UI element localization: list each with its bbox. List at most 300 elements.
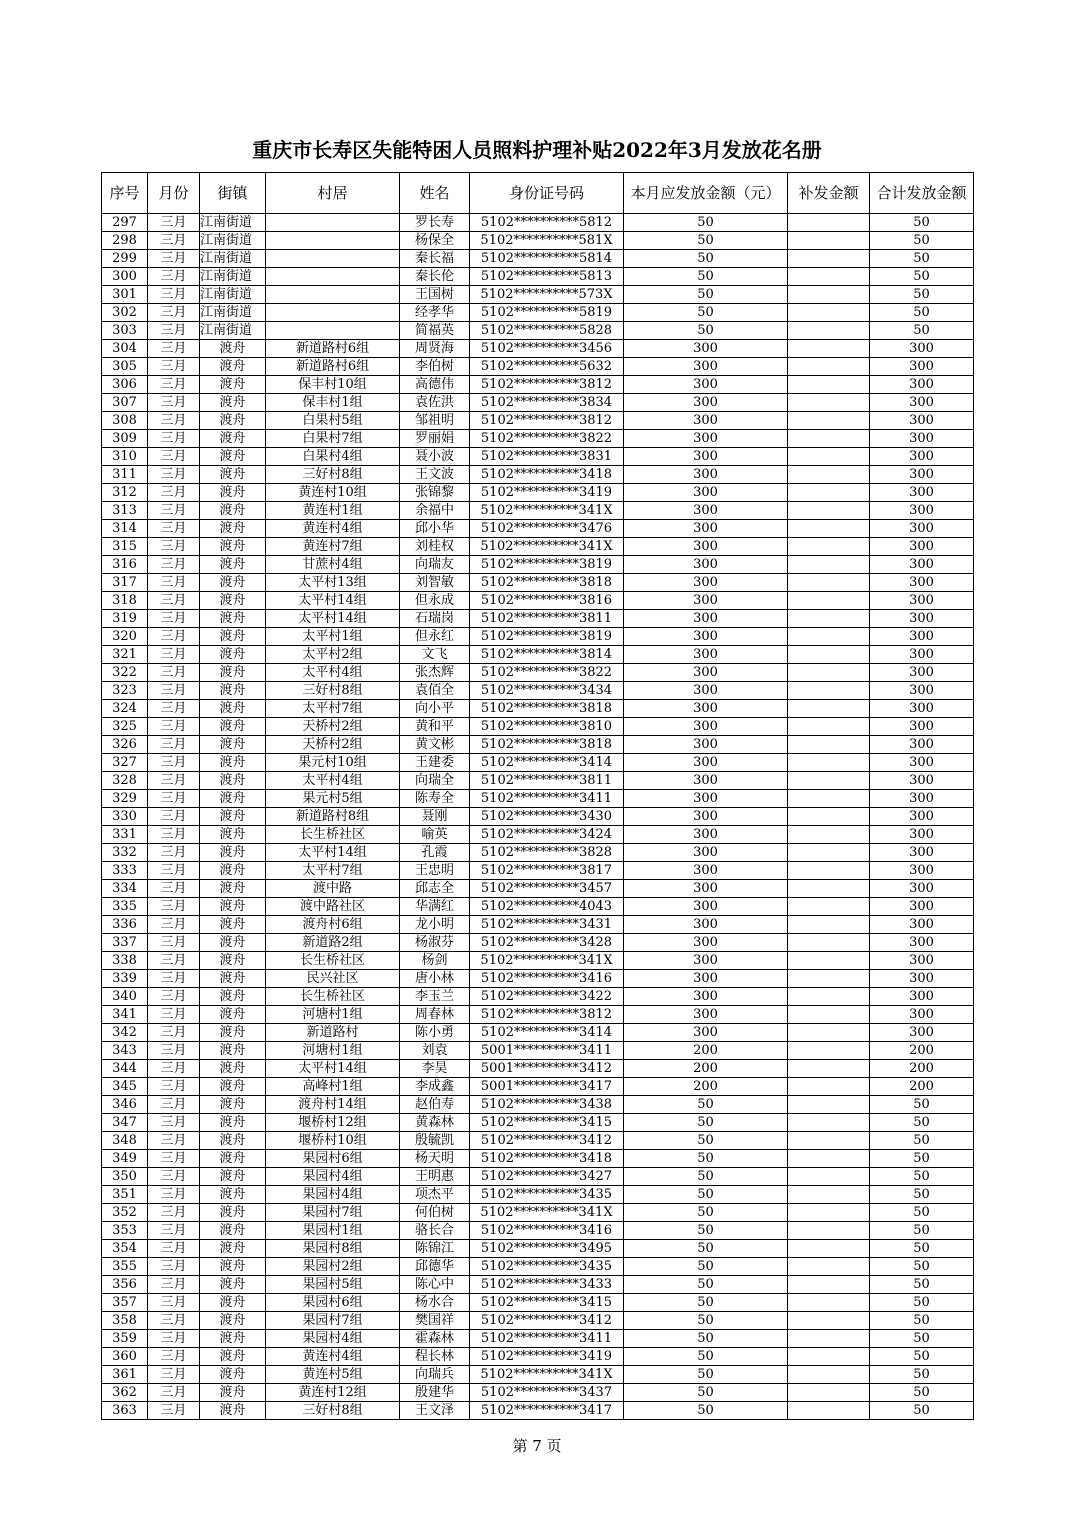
cell-month: 三月 (148, 1366, 200, 1384)
cell-total-amount: 300 (870, 700, 974, 718)
table-row (102, 1384, 974, 1402)
cell-index: 297 (102, 214, 148, 232)
cell-street: 渡舟 (200, 538, 266, 556)
table-row (102, 394, 974, 412)
cell-monthly-amount: 50 (624, 1096, 788, 1114)
cell-index: 340 (102, 988, 148, 1006)
cell-index: 353 (102, 1222, 148, 1240)
cell-id-number: 5102**********3430 (470, 808, 624, 826)
cell-name: 杨水合 (400, 1294, 470, 1312)
cell-supplement-amount (788, 502, 870, 520)
cell-month: 三月 (148, 556, 200, 574)
cell-monthly-amount: 50 (624, 232, 788, 250)
cell-name: 但永红 (400, 628, 470, 646)
cell-id-number: 5102**********5819 (470, 304, 624, 322)
cell-index: 335 (102, 898, 148, 916)
cell-village: 太平村2组 (266, 646, 400, 664)
cell-index: 305 (102, 358, 148, 376)
cell-id-number: 5102**********581X (470, 232, 624, 250)
cell-index: 324 (102, 700, 148, 718)
cell-month: 三月 (148, 502, 200, 520)
cell-total-amount: 300 (870, 484, 974, 502)
cell-id-number: 5102**********3428 (470, 934, 624, 952)
cell-month: 三月 (148, 628, 200, 646)
table-row (102, 1240, 974, 1258)
table-row (102, 1402, 974, 1420)
cell-village: 果园村5组 (266, 1276, 400, 1294)
cell-street: 渡舟 (200, 1132, 266, 1150)
table-row (102, 1150, 974, 1168)
cell-total-amount: 300 (870, 592, 974, 610)
cell-id-number: 5102**********3424 (470, 826, 624, 844)
cell-village: 渡中路社区 (266, 898, 400, 916)
cell-name: 余福中 (400, 502, 470, 520)
cell-monthly-amount: 50 (624, 250, 788, 268)
table-row (102, 1114, 974, 1132)
table-row (102, 988, 974, 1006)
cell-village: 新道路村6组 (266, 340, 400, 358)
header-supplement-amount: 补发金额 (788, 173, 870, 214)
cell-supplement-amount (788, 1006, 870, 1024)
cell-monthly-amount: 300 (624, 1024, 788, 1042)
cell-id-number: 5102**********3433 (470, 1276, 624, 1294)
table-row (102, 880, 974, 898)
cell-monthly-amount: 300 (624, 988, 788, 1006)
cell-id-number: 5102**********3812 (470, 1006, 624, 1024)
cell-monthly-amount: 50 (624, 1402, 788, 1420)
cell-supplement-amount (788, 646, 870, 664)
cell-village: 太平村14组 (266, 1060, 400, 1078)
cell-street: 渡舟 (200, 862, 266, 880)
cell-village: 黄连村4组 (266, 520, 400, 538)
cell-monthly-amount: 200 (624, 1042, 788, 1060)
cell-village (266, 232, 400, 250)
cell-supplement-amount (788, 556, 870, 574)
cell-monthly-amount: 200 (624, 1060, 788, 1078)
cell-id-number: 5102**********5814 (470, 250, 624, 268)
cell-month: 三月 (148, 700, 200, 718)
cell-id-number: 5102**********3819 (470, 628, 624, 646)
cell-supplement-amount (788, 1096, 870, 1114)
cell-village: 新道路村 (266, 1024, 400, 1042)
cell-id-number: 5102**********3810 (470, 718, 624, 736)
cell-street: 渡舟 (200, 952, 266, 970)
cell-monthly-amount: 300 (624, 1006, 788, 1024)
header-monthly-amount: 本月应发放金额（元） (624, 173, 788, 214)
cell-supplement-amount (788, 718, 870, 736)
cell-id-number: 5102**********3412 (470, 1132, 624, 1150)
cell-id-number: 5102**********341X (470, 1204, 624, 1222)
cell-monthly-amount: 300 (624, 664, 788, 682)
cell-id-number: 5102**********3456 (470, 340, 624, 358)
cell-total-amount: 50 (870, 1294, 974, 1312)
cell-village: 果园村8组 (266, 1240, 400, 1258)
cell-supplement-amount (788, 520, 870, 538)
cell-total-amount: 300 (870, 358, 974, 376)
cell-month: 三月 (148, 448, 200, 466)
cell-village (266, 286, 400, 304)
cell-name: 秦长伦 (400, 268, 470, 286)
cell-month: 三月 (148, 1168, 200, 1186)
header-village: 村居 (266, 173, 400, 214)
cell-month: 三月 (148, 1132, 200, 1150)
cell-supplement-amount (788, 1366, 870, 1384)
cell-street: 渡舟 (200, 1006, 266, 1024)
cell-supplement-amount (788, 1402, 870, 1420)
cell-index: 363 (102, 1402, 148, 1420)
table-row (102, 916, 974, 934)
cell-index: 314 (102, 520, 148, 538)
cell-supplement-amount (788, 934, 870, 952)
cell-monthly-amount: 50 (624, 1204, 788, 1222)
cell-street: 渡舟 (200, 1024, 266, 1042)
cell-street: 渡舟 (200, 448, 266, 466)
cell-street: 渡舟 (200, 1258, 266, 1276)
cell-total-amount: 300 (870, 880, 974, 898)
cell-street: 渡舟 (200, 1078, 266, 1096)
cell-index: 313 (102, 502, 148, 520)
cell-id-number: 5102**********3414 (470, 754, 624, 772)
cell-supplement-amount (788, 790, 870, 808)
cell-street: 渡舟 (200, 826, 266, 844)
cell-street: 渡舟 (200, 700, 266, 718)
cell-month: 三月 (148, 1294, 200, 1312)
table-row (102, 898, 974, 916)
cell-street: 江南街道 (200, 286, 266, 304)
cell-id-number: 5102**********3422 (470, 988, 624, 1006)
cell-index: 303 (102, 322, 148, 340)
cell-supplement-amount (788, 1114, 870, 1132)
cell-street: 渡舟 (200, 466, 266, 484)
cell-street: 渡舟 (200, 1384, 266, 1402)
table-row (102, 934, 974, 952)
cell-total-amount: 300 (870, 1006, 974, 1024)
cell-index: 308 (102, 412, 148, 430)
cell-village: 太平村4组 (266, 772, 400, 790)
header-row (102, 173, 974, 214)
cell-village: 果园村1组 (266, 1222, 400, 1240)
cell-supplement-amount (788, 1294, 870, 1312)
cell-village (266, 322, 400, 340)
table-row (102, 736, 974, 754)
cell-id-number: 5102**********3416 (470, 1222, 624, 1240)
table-row (102, 1042, 974, 1060)
cell-name: 经孝华 (400, 304, 470, 322)
cell-total-amount: 300 (870, 772, 974, 790)
cell-supplement-amount (788, 1258, 870, 1276)
cell-name: 黄文彬 (400, 736, 470, 754)
cell-id-number: 5102**********3818 (470, 736, 624, 754)
cell-street: 渡舟 (200, 1240, 266, 1258)
cell-monthly-amount: 50 (624, 304, 788, 322)
cell-street: 渡舟 (200, 1366, 266, 1384)
cell-village: 果园村4组 (266, 1330, 400, 1348)
table-row (102, 862, 974, 880)
cell-index: 304 (102, 340, 148, 358)
cell-street: 渡舟 (200, 1276, 266, 1294)
cell-street: 渡舟 (200, 1096, 266, 1114)
cell-supplement-amount (788, 754, 870, 772)
cell-id-number: 5102**********3435 (470, 1258, 624, 1276)
cell-index: 307 (102, 394, 148, 412)
cell-village: 三好村8组 (266, 1402, 400, 1420)
cell-street: 渡舟 (200, 1168, 266, 1186)
table-row (102, 592, 974, 610)
cell-supplement-amount (788, 826, 870, 844)
cell-index: 306 (102, 376, 148, 394)
cell-total-amount: 300 (870, 970, 974, 988)
cell-monthly-amount: 300 (624, 880, 788, 898)
cell-index: 338 (102, 952, 148, 970)
cell-supplement-amount (788, 304, 870, 322)
cell-supplement-amount (788, 664, 870, 682)
cell-street: 渡舟 (200, 1294, 266, 1312)
cell-id-number: 5102**********3431 (470, 916, 624, 934)
cell-month: 三月 (148, 916, 200, 934)
cell-monthly-amount: 300 (624, 970, 788, 988)
cell-village: 天桥村2组 (266, 736, 400, 754)
cell-village: 渡舟村14组 (266, 1096, 400, 1114)
table-row (102, 1258, 974, 1276)
cell-village: 渡中路 (266, 880, 400, 898)
cell-supplement-amount (788, 1060, 870, 1078)
cell-month: 三月 (148, 466, 200, 484)
cell-village: 堰桥村12组 (266, 1114, 400, 1132)
cell-supplement-amount (788, 880, 870, 898)
cell-monthly-amount: 50 (624, 214, 788, 232)
cell-monthly-amount: 300 (624, 520, 788, 538)
cell-monthly-amount: 300 (624, 862, 788, 880)
cell-id-number: 5102**********3412 (470, 1312, 624, 1330)
cell-index: 312 (102, 484, 148, 502)
cell-name: 陈寿全 (400, 790, 470, 808)
cell-total-amount: 300 (870, 808, 974, 826)
cell-monthly-amount: 50 (624, 286, 788, 304)
cell-street: 江南街道 (200, 304, 266, 322)
cell-total-amount: 300 (870, 916, 974, 934)
cell-name: 张锦黎 (400, 484, 470, 502)
cell-street: 渡舟 (200, 1312, 266, 1330)
cell-monthly-amount: 50 (624, 1294, 788, 1312)
cell-monthly-amount: 50 (624, 1276, 788, 1294)
cell-id-number: 5102**********3427 (470, 1168, 624, 1186)
cell-village: 堰桥村10组 (266, 1132, 400, 1150)
cell-id-number: 5102**********3822 (470, 664, 624, 682)
cell-village: 黄连村7组 (266, 538, 400, 556)
table-row (102, 1006, 974, 1024)
cell-street: 渡舟 (200, 556, 266, 574)
cell-village: 果园村2组 (266, 1258, 400, 1276)
cell-name: 刘智敏 (400, 574, 470, 592)
table-row (102, 1330, 974, 1348)
cell-street: 渡舟 (200, 1186, 266, 1204)
table-row (102, 610, 974, 628)
cell-village: 太平村4组 (266, 664, 400, 682)
cell-village: 长生桥社区 (266, 826, 400, 844)
cell-total-amount: 50 (870, 304, 974, 322)
cell-name: 周贤海 (400, 340, 470, 358)
cell-monthly-amount: 300 (624, 952, 788, 970)
cell-supplement-amount (788, 430, 870, 448)
cell-street: 渡舟 (200, 1042, 266, 1060)
cell-month: 三月 (148, 484, 200, 502)
cell-monthly-amount: 50 (624, 1312, 788, 1330)
cell-month: 三月 (148, 1240, 200, 1258)
cell-name: 王国树 (400, 286, 470, 304)
cell-month: 三月 (148, 592, 200, 610)
cell-id-number: 5001**********3411 (470, 1042, 624, 1060)
cell-index: 315 (102, 538, 148, 556)
cell-month: 三月 (148, 1348, 200, 1366)
cell-name: 孔霞 (400, 844, 470, 862)
cell-supplement-amount (788, 322, 870, 340)
cell-supplement-amount (788, 1078, 870, 1096)
cell-monthly-amount: 300 (624, 394, 788, 412)
cell-index: 320 (102, 628, 148, 646)
cell-total-amount: 300 (870, 628, 974, 646)
page-number: 第 7 页 (512, 1437, 562, 1455)
cell-street: 渡舟 (200, 502, 266, 520)
cell-monthly-amount: 50 (624, 1384, 788, 1402)
cell-street: 渡舟 (200, 772, 266, 790)
cell-index: 362 (102, 1384, 148, 1402)
cell-supplement-amount (788, 952, 870, 970)
table-row (102, 1294, 974, 1312)
cell-month: 三月 (148, 772, 200, 790)
cell-id-number: 5102**********341X (470, 502, 624, 520)
cell-index: 348 (102, 1132, 148, 1150)
cell-street: 渡舟 (200, 736, 266, 754)
cell-village: 三好村8组 (266, 466, 400, 484)
cell-street: 渡舟 (200, 484, 266, 502)
cell-total-amount: 300 (870, 862, 974, 880)
cell-total-amount: 300 (870, 610, 974, 628)
cell-street: 渡舟 (200, 988, 266, 1006)
cell-name: 杨剑 (400, 952, 470, 970)
cell-name: 龙小明 (400, 916, 470, 934)
cell-village: 甘蔗村4组 (266, 556, 400, 574)
cell-name: 刘袁 (400, 1042, 470, 1060)
cell-index: 299 (102, 250, 148, 268)
cell-total-amount: 300 (870, 844, 974, 862)
cell-name: 邹祖明 (400, 412, 470, 430)
cell-name: 杨保全 (400, 232, 470, 250)
cell-total-amount: 300 (870, 736, 974, 754)
cell-name: 何伯树 (400, 1204, 470, 1222)
cell-village: 民兴社区 (266, 970, 400, 988)
cell-index: 333 (102, 862, 148, 880)
table-row (102, 322, 974, 340)
cell-supplement-amount (788, 358, 870, 376)
table-row (102, 952, 974, 970)
cell-id-number: 5001**********3417 (470, 1078, 624, 1096)
cell-total-amount: 50 (870, 1132, 974, 1150)
header-index: 序号 (102, 173, 148, 214)
cell-id-number: 5102**********3831 (470, 448, 624, 466)
cell-total-amount: 50 (870, 1186, 974, 1204)
cell-supplement-amount (788, 1186, 870, 1204)
table-row (102, 286, 974, 304)
cell-month: 三月 (148, 1204, 200, 1222)
cell-month: 三月 (148, 1042, 200, 1060)
cell-index: 322 (102, 664, 148, 682)
cell-monthly-amount: 300 (624, 682, 788, 700)
cell-index: 341 (102, 1006, 148, 1024)
cell-supplement-amount (788, 376, 870, 394)
cell-supplement-amount (788, 394, 870, 412)
table-row (102, 1312, 974, 1330)
cell-id-number: 5102**********3476 (470, 520, 624, 538)
cell-street: 渡舟 (200, 376, 266, 394)
cell-id-number: 5102**********3828 (470, 844, 624, 862)
cell-name: 唐小林 (400, 970, 470, 988)
table-row (102, 376, 974, 394)
cell-street: 渡舟 (200, 430, 266, 448)
cell-index: 316 (102, 556, 148, 574)
table-body (102, 214, 974, 1420)
table-row (102, 214, 974, 232)
header-name: 姓名 (400, 173, 470, 214)
cell-month: 三月 (148, 520, 200, 538)
cell-monthly-amount: 300 (624, 448, 788, 466)
cell-total-amount: 300 (870, 376, 974, 394)
cell-monthly-amount: 50 (624, 1258, 788, 1276)
cell-id-number: 5102**********3834 (470, 394, 624, 412)
cell-name: 王明惠 (400, 1168, 470, 1186)
cell-name: 周春林 (400, 1006, 470, 1024)
cell-month: 三月 (148, 304, 200, 322)
cell-name: 华满红 (400, 898, 470, 916)
cell-total-amount: 50 (870, 214, 974, 232)
cell-index: 327 (102, 754, 148, 772)
cell-index: 302 (102, 304, 148, 322)
table-row (102, 1132, 974, 1150)
cell-monthly-amount: 50 (624, 1240, 788, 1258)
cell-month: 三月 (148, 1114, 200, 1132)
cell-street: 渡舟 (200, 1114, 266, 1132)
cell-village: 黄连村4组 (266, 1348, 400, 1366)
cell-id-number: 5102**********3418 (470, 466, 624, 484)
cell-supplement-amount (788, 1240, 870, 1258)
table-row (102, 1222, 974, 1240)
cell-index: 332 (102, 844, 148, 862)
cell-monthly-amount: 50 (624, 1366, 788, 1384)
cell-index: 318 (102, 592, 148, 610)
cell-street: 渡舟 (200, 664, 266, 682)
cell-name: 王文波 (400, 466, 470, 484)
cell-index: 343 (102, 1042, 148, 1060)
cell-name: 向瑞友 (400, 556, 470, 574)
cell-index: 331 (102, 826, 148, 844)
cell-month: 三月 (148, 232, 200, 250)
cell-village (266, 304, 400, 322)
cell-supplement-amount (788, 898, 870, 916)
cell-monthly-amount: 300 (624, 574, 788, 592)
cell-month: 三月 (148, 430, 200, 448)
cell-street: 渡舟 (200, 340, 266, 358)
cell-supplement-amount (788, 574, 870, 592)
cell-index: 298 (102, 232, 148, 250)
cell-index: 329 (102, 790, 148, 808)
cell-id-number: 5102**********5812 (470, 214, 624, 232)
cell-total-amount: 300 (870, 790, 974, 808)
cell-month: 三月 (148, 322, 200, 340)
cell-village: 黄连村1组 (266, 502, 400, 520)
cell-name: 文飞 (400, 646, 470, 664)
cell-street: 渡舟 (200, 682, 266, 700)
cell-month: 三月 (148, 988, 200, 1006)
cell-id-number: 5102**********3814 (470, 646, 624, 664)
